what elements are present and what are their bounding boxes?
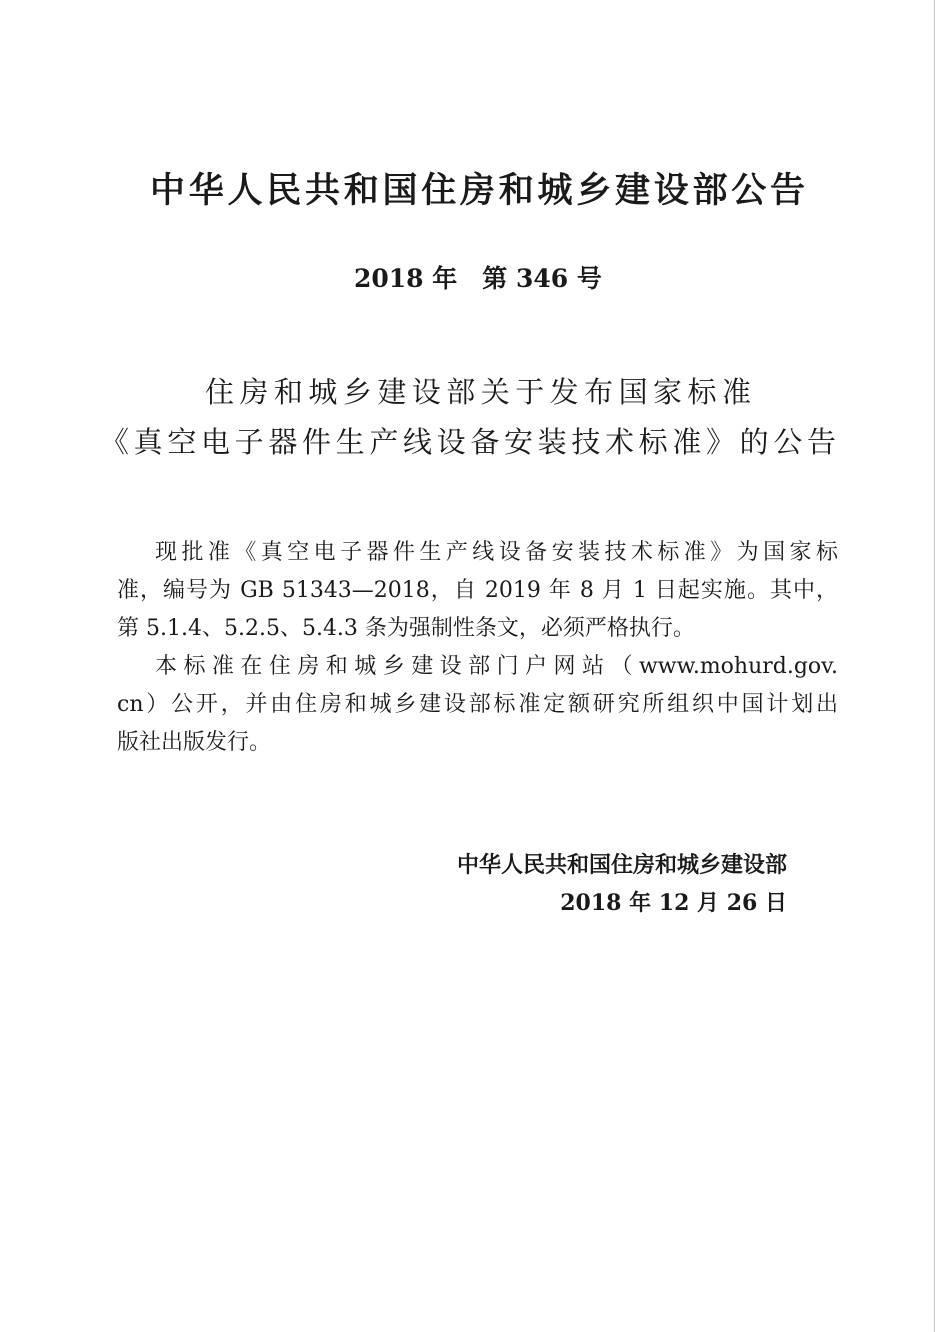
body-line: 准，编号为 GB 51343—2018，自 2019 年 8 月 1 日起实施。其中，: [117, 578, 838, 603]
body-line: 第 5.1.4、5.2.5、5.4.3 条为强制性条文，必须严格执行。: [117, 616, 695, 641]
heading-line-1: 住房和城乡建设部关于发布国家标准: [205, 375, 751, 409]
signature-issuer: 中华人民共和国住房和城乡建设部: [456, 853, 787, 878]
signature-date: 2018 年 12 月 26 日: [560, 890, 787, 916]
heading-line-2: 《真空电子器件生产线设备安装技术标准》的公告: [100, 425, 836, 459]
document-title: 中华人民共和国住房和城乡建设部公告: [150, 171, 806, 211]
body-line: 现批准《真空电子器件生产线设备安装技术标准》为国家标: [155, 540, 838, 565]
announcement-number: 2018 年 第 346 号: [354, 264, 602, 293]
body-line: 版社出版发行。: [117, 730, 272, 755]
page-edge-divider: [934, 0, 935, 1332]
body-line: cn）公开，并由住房和城乡建设部标准定额研究所组织中国计划出: [117, 692, 838, 717]
body-line: 本标准在住房和城乡建设部门户网站（www.mohurd.gov.: [155, 654, 838, 679]
